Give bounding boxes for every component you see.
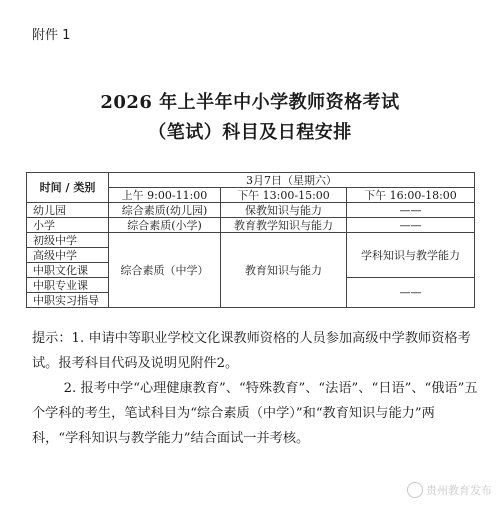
subject-cell: 学科知识与教学能力	[347, 233, 475, 278]
subject-cell: 保教知识与能力	[221, 203, 347, 218]
category-cell: 幼儿园	[27, 203, 109, 218]
date-header: 3月7日（星期六）	[109, 173, 475, 188]
watermark	[407, 482, 492, 498]
subject-cell: 综合素质（中学）	[109, 233, 221, 308]
empty-dash-cell: ——	[347, 278, 475, 308]
watermark-text: 贵州教育发布	[426, 484, 492, 497]
page-subtitle: （笔试）科目及日程安排	[148, 122, 352, 143]
attachment-label: 附件 1	[32, 28, 71, 43]
category-cell: 高级中学	[27, 248, 109, 263]
corner-header: 时间 / 类别	[27, 173, 109, 203]
table-row	[27, 203, 475, 218]
category-cell: 初级中学	[27, 233, 109, 248]
notes-section	[32, 326, 478, 451]
table-header-row	[27, 173, 475, 188]
category-cell: 中职文化课	[27, 263, 109, 278]
subject-cell: 综合素质(幼儿园)	[109, 203, 221, 218]
category-cell: 小学	[27, 218, 109, 233]
subject-cell: 教育知识与能力	[221, 233, 347, 308]
subject-cell: 教育教学知识与能力	[221, 218, 347, 233]
note-2: 2. 报考中学“心理健康教育”、“特殊教育”、“法语”、“日语”、“俄语”五个学科的考生，笔试科目为“综合素质（中学）”和“教育知识与能力”两科，“学科知识与教学能力”结合面试一并考核。	[32, 381, 478, 446]
subject-cell: 综合素质(小学)	[109, 218, 221, 233]
page-title: 2026 年上半年中小学教师资格考试	[100, 92, 400, 113]
table-row	[27, 233, 475, 248]
session-header: 下午 16:00-18:00	[347, 188, 475, 203]
category-cell: 中职专业课	[27, 278, 109, 293]
note-1: 提示：1. 申请中等职业学校文化课教师资格的人员参加高级中学教师资格考试。报考科目代码及说明见附件2。	[32, 331, 471, 371]
table-row	[27, 218, 475, 233]
wechat-channel-icon	[407, 482, 423, 498]
exam-schedule-table	[26, 172, 475, 308]
empty-dash-cell: ——	[347, 218, 475, 233]
category-cell: 中职实习指导	[27, 293, 109, 308]
session-header: 下午 13:00-15:00	[221, 188, 347, 203]
session-header: 上午 9:00-11:00	[109, 188, 221, 203]
empty-dash-cell: ——	[347, 203, 475, 218]
